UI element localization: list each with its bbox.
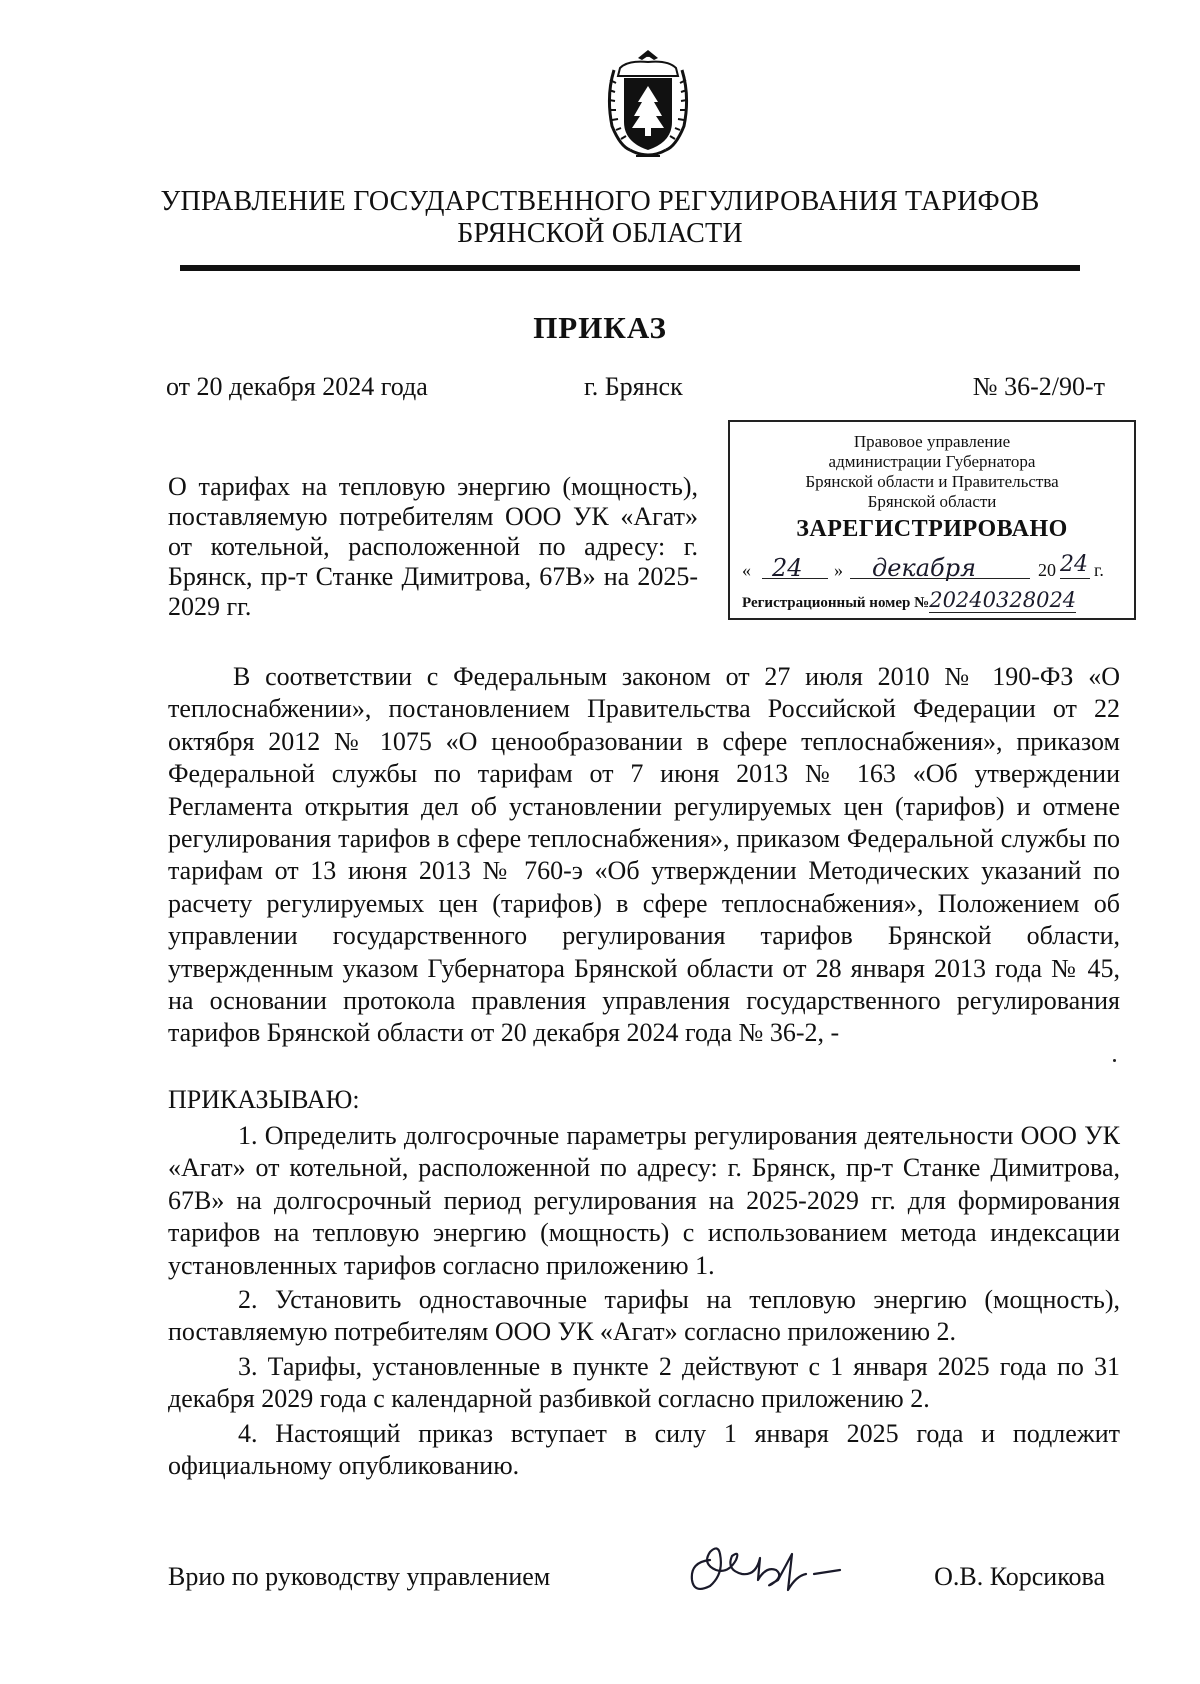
header-divider xyxy=(180,265,1080,271)
stamp-org-line3: Брянской области и Правительства xyxy=(805,472,1059,491)
registration-stamp xyxy=(728,420,1136,620)
coat-of-arms-icon xyxy=(600,46,696,166)
margin-dot xyxy=(1113,1059,1116,1062)
stamp-reg-row xyxy=(742,588,1124,612)
stamp-status: ЗАРЕГИСТРИРОВАНО xyxy=(796,516,1068,542)
command-word: ПРИКАЗЫВАЮ: xyxy=(168,1085,360,1114)
document-number: № 36-2/90-т xyxy=(972,372,1105,401)
signatory-name: О.В. Корсикова xyxy=(934,1562,1105,1591)
organization-name-line2: БРЯНСКОЙ ОБЛАСТИ xyxy=(457,218,743,249)
signatory-position: Врио по руководству управлением xyxy=(168,1562,551,1591)
order-items xyxy=(168,1120,1120,1482)
order-item: 3. Тарифы, установленные в пункте 2 действуют с 1 января 2025 года по 31 декабря 2029 года с календарной разбивкой согласно приложению 2. xyxy=(168,1351,1120,1414)
stamp-month: декабря xyxy=(872,554,976,582)
order-item: 2. Установить одноставочные тарифы на тепловую энергию (мощность), поставляемую потребителям ООО УК «Агат» согласно приложению 2. xyxy=(168,1285,1120,1347)
stamp-year-suffix: 24 xyxy=(1060,552,1088,577)
stamp-org-line4: Брянской области xyxy=(867,492,997,511)
stamp-reg-label: Регистрационный номер № xyxy=(742,595,930,611)
document-title: ПРИКАЗ xyxy=(533,310,667,345)
stamp-year-prefix: 20 xyxy=(1038,560,1056,580)
document-date: от 20 декабря 2024 года xyxy=(166,372,428,401)
stamp-day: 24 xyxy=(772,554,803,582)
stamp-reg-number: 20240328024 xyxy=(929,588,1077,612)
order-item: 1. Определить долгосрочные параметры регулирования деятельности ООО УК «Агат» от котельной, расположенной по адресу: г. Брянск, пр-т Станке Димитрова, 67В» на долгосрочный период регулирования на 2025-2029 гг. для формирования тарифов на тепловую энергию (мощность) с использованием метода индексации установленных тарифов согласно приложению 1. xyxy=(168,1121,1120,1280)
stamp-org-line2: администрации Губернатора xyxy=(828,452,1036,471)
stamp-org-line1: Правовое управление xyxy=(853,432,1011,451)
order-item: 4. Настоящий приказ вступает в силу 1 января 2025 года и подлежит официальному опубликованию. xyxy=(168,1418,1120,1481)
stamp-date-row: « 24 » декабря 20 24 г. xyxy=(742,552,1104,582)
preamble-paragraph: В соответствии с Федеральным законом от 27 июля 2010 № 190-ФЗ «О теплоснабжении», постановлением Правительства Российской Федерации от 22 октября 2012 № 1075 «О ценообразовании в сфере теплоснабжения», приказом Федеральной службы по тарифам от 7 июня 2013 № 163 «Об утверждении Регламента открытия дел об установлении регулируемых цен (тарифов) и отмене регулирования тарифов в сфере теплоснабжения», приказом Федеральной службы по тарифам от 13 июня 2013 № 760-э «Об утверждении Методических указаний по расчету регулируемых цен (тарифов) в сфере теплоснабжения», Положением об управлении государственного регулирования тарифов Брянской области, утвержденным указом Губернатора Брянской области от 28 января 2013 года № 45, на основании протокола правления управления государственного регулирования тарифов Брянской области от 20 декабря 2024 года № 36-2, - xyxy=(168,662,1120,1048)
document-city: г. Брянск xyxy=(584,372,683,401)
handwritten-signature-icon xyxy=(680,1530,850,1610)
stamp-year-unit: г. xyxy=(1094,560,1104,580)
organization-name-line1: УПРАВЛЕНИЕ ГОСУДАРСТВЕННОГО РЕГУЛИРОВАНИЯ ТАРИФОВ xyxy=(160,186,1040,217)
document-subject: О тарифах на тепловую энергию (мощность), поставляемую потребителям ООО УК «Агат» от котельной, расположенной по адресу: г. Брянск, пр-т Станке Димитрова, 67В» на 2025-2029 гг. xyxy=(168,472,698,621)
